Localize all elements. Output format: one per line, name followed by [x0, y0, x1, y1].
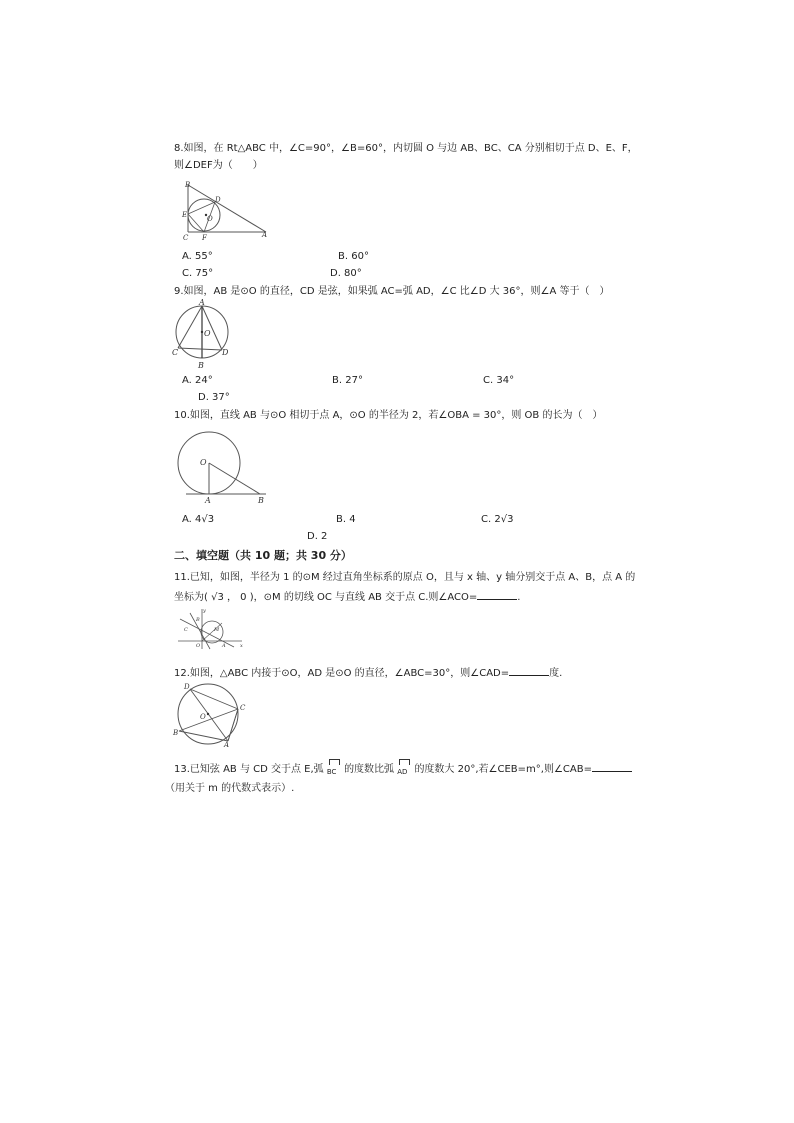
- q12-text-a: 12.如图，△ABC 内接于⊙O，AD 是⊙O 的直径，∠ABC=30°，则∠CAD=: [174, 668, 510, 679]
- q8-option-a[interactable]: A. 55°: [182, 251, 213, 262]
- q8-label-B: B: [185, 181, 191, 189]
- q8-label-C: C: [183, 234, 189, 242]
- q11-figure: [176, 607, 244, 651]
- q10-label-A: A: [205, 496, 211, 505]
- q12-label-A: A: [224, 741, 230, 749]
- q10-option-a[interactable]: A. 4√3: [182, 514, 215, 525]
- q9-label-C: C: [172, 348, 179, 357]
- q10-option-b[interactable]: B. 4: [336, 514, 356, 525]
- q8-figure: [178, 180, 274, 242]
- q9-label-A: A: [199, 298, 205, 307]
- q11-text-a: 坐标为(: [174, 592, 212, 603]
- q13-arc-bc-label: BC: [326, 767, 337, 776]
- q9-option-d[interactable]: D. 37°: [198, 392, 230, 403]
- q9-option-c[interactable]: C. 34°: [483, 375, 515, 386]
- q13-arc-bc: [327, 763, 341, 776]
- q9-stem-line1: 9.如图，AB 是⊙O 的直径，CD 是弦，如果弧 AC=弧 AD，∠C 比∠D 大 36°，则∠A 等于（ ）: [174, 286, 610, 297]
- q11-text-c: ， 0 )，⊙M 的切线 OC 与直线 AB 交于点 C.则∠ACO=: [223, 592, 478, 603]
- q8-label-D: D: [215, 196, 221, 204]
- q12-label-O: O: [200, 713, 206, 721]
- q12-figure: [172, 681, 248, 747]
- q11-answer-blank[interactable]: [477, 589, 517, 600]
- q13-arc-ad-mark: [399, 759, 410, 765]
- q12-label-D: D: [184, 683, 190, 691]
- q8-stem-line2: 则∠DEF为（ ）: [174, 160, 263, 171]
- q8-stem-line1: 8.如图，在 Rt△ABC 中，∠C=90°，∠B=60°，内切圆 O 与边 AB、BC、CA 分别相切于点 D、E、F，: [174, 143, 638, 154]
- q10-option-d[interactable]: D. 2: [307, 531, 328, 542]
- q11-label-B: B: [196, 617, 200, 623]
- q11-label-C: C: [184, 627, 188, 633]
- q9-option-a[interactable]: A. 24°: [182, 375, 213, 386]
- q11-stem-line2: [174, 589, 520, 604]
- q13-answer-blank[interactable]: [592, 761, 632, 772]
- q11-stem-line1: 11.已知，如图，半径为 1 的⊙M 经过直角坐标系的原点 O，且与 x 轴、y 轴分别交于点 A、B，点 A 的: [174, 572, 636, 583]
- q13-text-a: 13.已知弦 AB 与 CD 交于点 E,弧: [174, 764, 324, 775]
- q8-option-d[interactable]: D. 80°: [330, 268, 362, 279]
- q10-stem-line1: 10.如图，直线 AB 与⊙O 相切于点 A，⊙O 的半径为 2，若∠OBA = 30°，则 OB 的长为（ ）: [174, 410, 603, 421]
- q9-option-b[interactable]: B. 27°: [332, 375, 363, 386]
- q11-label-O: O: [196, 643, 201, 649]
- q11-label-x: x: [240, 643, 243, 649]
- q8-option-b[interactable]: B. 60°: [338, 251, 369, 262]
- q13-text-c: 的度数大 20°,若∠CEB=m°,则∠CAB=: [414, 764, 592, 775]
- q13-arc-ad: [397, 763, 411, 776]
- q11-label-M: M: [214, 627, 220, 633]
- q12-answer-blank[interactable]: [509, 665, 549, 676]
- q12-stem-line1: [174, 665, 562, 680]
- q8-label-E: E: [182, 211, 188, 219]
- q12-label-C: C: [240, 704, 246, 712]
- q12-label-B: B: [173, 729, 179, 737]
- q9-label-D: D: [222, 348, 229, 357]
- q10-label-B: B: [258, 496, 264, 505]
- q10-figure: [178, 428, 270, 504]
- q8-option-c[interactable]: C. 75°: [182, 268, 214, 279]
- q13-arc-ad-label: AD: [397, 767, 408, 776]
- q11-label-A: A: [222, 643, 226, 649]
- q12-text-b: 度.: [549, 668, 563, 679]
- q13-text-b: 的度数比弧: [344, 764, 395, 775]
- q10-option-c[interactable]: C. 2√3: [481, 514, 514, 525]
- q10-label-O: O: [200, 458, 207, 467]
- section-fill-in-title: 二、填空题（共 10 题；共 30 分）: [174, 549, 352, 562]
- q8-label-O: O: [207, 215, 213, 223]
- q13-arc-bc-mark: [329, 759, 340, 765]
- q11-text-end: .: [517, 592, 521, 603]
- q8-label-A: A: [262, 231, 268, 239]
- q9-label-O: O: [204, 329, 211, 338]
- q9-label-B: B: [198, 361, 204, 370]
- q11-sqrt3: √3: [211, 592, 224, 603]
- q11-label-y: y: [203, 608, 206, 614]
- q13-stem-line2: （用关于 m 的代数式表示）.: [165, 783, 295, 794]
- q9-figure: [170, 298, 234, 372]
- q8-label-F: F: [202, 234, 207, 242]
- q13-stem-line1: [174, 761, 632, 776]
